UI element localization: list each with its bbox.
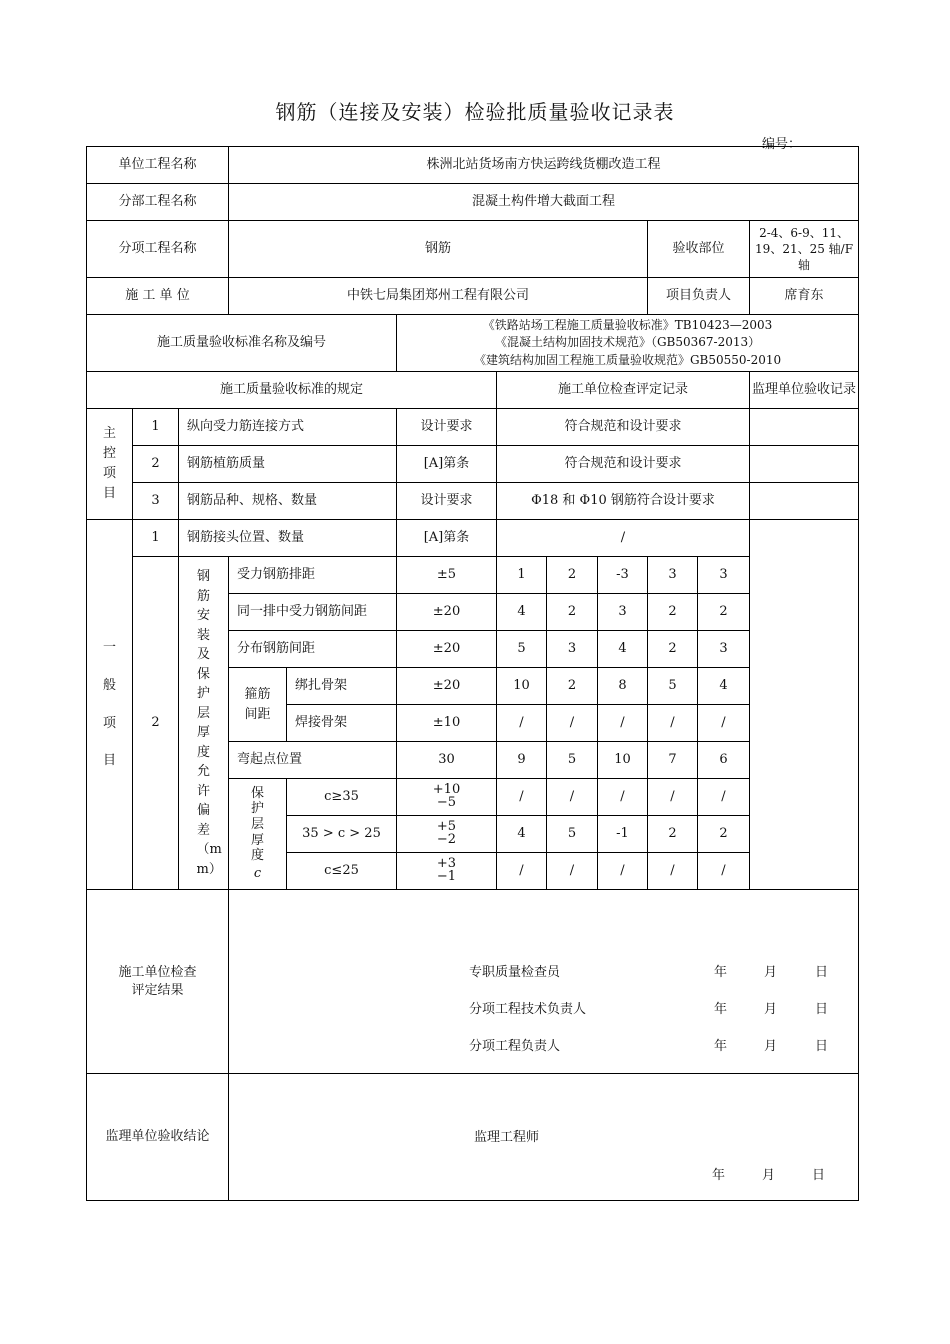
measure-cell: 9 <box>497 742 547 779</box>
measure-cell: / <box>497 853 547 890</box>
col-spec-header: 施工质量验收标准的规定 <box>87 372 497 409</box>
measure-cell: / <box>648 705 698 742</box>
main-item-row <box>87 446 859 483</box>
general-supervisor-cell <box>750 520 859 890</box>
construction-unit-value: 中铁七局集团郑州工程有限公司 <box>229 278 648 315</box>
general-item-row <box>87 520 859 557</box>
acceptance-part-value: 2-4、6-9、11、19、21、25 轴/F 轴 <box>750 221 859 278</box>
measure-cell: / <box>497 779 547 816</box>
month-label: 月 <box>762 1168 776 1183</box>
measure-cell: 2 <box>547 594 598 631</box>
general-item-no: 1 <box>133 520 179 557</box>
measure-cell: 2 <box>698 594 750 631</box>
measure-cell: 3 <box>698 557 750 594</box>
supervisor-engineer-label: 监理工程师 <box>474 1130 540 1145</box>
stirrup-label: 箍筋间距 <box>229 668 287 742</box>
unit-project-label: 单位工程名称 <box>87 147 229 184</box>
measure-cell: 3 <box>648 557 698 594</box>
measure-cell: / <box>698 779 750 816</box>
main-item-row <box>87 483 859 520</box>
item-lead-label: 分项工程负责人 <box>469 1039 561 1054</box>
row-item-project <box>87 221 859 278</box>
page-title: 钢筋（连接及安装）检验批质量验收记录表 <box>275 100 675 124</box>
col-supervisor-header: 监理单位验收记录 <box>750 372 859 409</box>
tolerance-value: 30 <box>397 742 497 779</box>
measure-cell: 1 <box>497 557 547 594</box>
project-manager-value: 席育东 <box>750 278 859 315</box>
measure-cell: 5 <box>648 668 698 705</box>
project-manager-label: 项目负责人 <box>648 278 750 315</box>
measure-cell: / <box>497 705 547 742</box>
main-item-result: 符合规范和设计要求 <box>497 446 750 483</box>
tolerance-value: ±5 <box>397 557 497 594</box>
main-item-supervisor <box>750 409 859 446</box>
measure-cell: 4 <box>598 631 648 668</box>
row-standard <box>87 315 859 372</box>
acceptance-table <box>86 146 859 1201</box>
day-label: 日 <box>815 965 829 980</box>
tolerance-item-name: 弯起点位置 <box>229 742 397 779</box>
main-item-name: 钢筋植筋质量 <box>179 446 397 483</box>
measure-cell: 7 <box>648 742 698 779</box>
tolerance-item-name: c≤25 <box>287 853 397 890</box>
main-item-no: 1 <box>133 409 179 446</box>
measure-cell: 4 <box>497 816 547 853</box>
tolerance-value: ±10 <box>397 705 497 742</box>
measure-cell: 10 <box>598 742 648 779</box>
main-item-no: 2 <box>133 446 179 483</box>
measure-cell: 5 <box>497 631 547 668</box>
measure-cell: -1 <box>598 816 648 853</box>
measure-cell: 2 <box>648 631 698 668</box>
day-label: 日 <box>812 1168 826 1183</box>
measure-cell: 4 <box>698 668 750 705</box>
measure-cell: / <box>547 853 598 890</box>
measure-cell: 2 <box>648 594 698 631</box>
item-project-label: 分项工程名称 <box>87 221 229 278</box>
tolerance-value: ±20 <box>397 668 497 705</box>
measure-cell: / <box>547 705 598 742</box>
acceptance-part-label: 验收部位 <box>648 221 750 278</box>
tolerance-value: +3 −1 <box>397 853 497 890</box>
supervisor-result-label: 监理单位验收结论 <box>87 1074 229 1201</box>
row-construction-unit <box>87 278 859 315</box>
day-label: 日 <box>815 1039 829 1054</box>
main-item-row <box>87 409 859 446</box>
row-column-headers <box>87 372 859 409</box>
main-item-req: 设计要求 <box>397 483 497 520</box>
general-item-name: 钢筋接头位置、数量 <box>179 520 397 557</box>
row-sub-project <box>87 184 859 221</box>
measure-cell: / <box>648 779 698 816</box>
measure-cell: / <box>598 853 648 890</box>
measure-cell: 4 <box>497 594 547 631</box>
sub-project-label: 分部工程名称 <box>87 184 229 221</box>
row-unit-project <box>87 147 859 184</box>
measure-cell: / <box>648 853 698 890</box>
year-label: 年 <box>714 965 728 980</box>
measure-cell: -3 <box>598 557 648 594</box>
construction-unit-label: 施 工 单 位 <box>87 278 229 315</box>
construction-result-row <box>87 890 859 1074</box>
col-check-header: 施工单位检查评定记录 <box>497 372 750 409</box>
main-item-req: 设计要求 <box>397 409 497 446</box>
main-item-name: 纵向受力筋连接方式 <box>179 409 397 446</box>
measure-cell: 5 <box>547 742 598 779</box>
sub-project-value: 混凝土构件增大截面工程 <box>229 184 859 221</box>
month-label: 月 <box>764 965 778 980</box>
measure-cell: 2 <box>698 816 750 853</box>
year-label: 年 <box>714 1039 728 1054</box>
construction-result-body <box>229 890 859 1074</box>
measure-cell: 2 <box>648 816 698 853</box>
tolerance-item-name: 同一排中受力钢筋间距 <box>229 594 397 631</box>
main-items-label: 主控项目 <box>87 409 133 520</box>
tolerance-value: +5 −2 <box>397 816 497 853</box>
measure-cell: / <box>598 705 648 742</box>
month-label: 月 <box>764 1002 778 1017</box>
main-item-no: 3 <box>133 483 179 520</box>
year-label: 年 <box>712 1168 726 1183</box>
unit-project-value: 株洲北站货场南方快运跨线货棚改造工程 <box>229 147 859 184</box>
general-items-label: 一般项目 <box>87 520 133 890</box>
code-label: 编号： <box>762 137 802 152</box>
general-item-req: [A]第条 <box>397 520 497 557</box>
standard-list <box>397 315 859 372</box>
tolerance-item-name: 分布钢筋间距 <box>229 631 397 668</box>
measure-cell: 3 <box>598 594 648 631</box>
tech-lead-label: 分项工程技术负责人 <box>469 1002 587 1017</box>
tolerance-row <box>87 557 859 594</box>
construction-result-label: 施工单位检查评定结果 <box>87 890 229 1074</box>
measure-cell: 3 <box>698 631 750 668</box>
standard-line: 《混凝土结构加固技术规范》（GB50367-2013） <box>494 335 761 350</box>
main-item-req: [A]第条 <box>397 446 497 483</box>
tolerance-item-name: c≥35 <box>287 779 397 816</box>
supervisor-result-body <box>229 1074 859 1201</box>
measure-cell: 5 <box>547 816 598 853</box>
tolerance-value: ±20 <box>397 594 497 631</box>
tolerance-item-name: 焊接骨架 <box>287 705 397 742</box>
measure-cell: 10 <box>497 668 547 705</box>
quality-inspector-label: 专职质量检查员 <box>469 965 561 980</box>
tolerance-value: ±20 <box>397 631 497 668</box>
month-label: 月 <box>764 1039 778 1054</box>
measure-cell: 2 <box>547 668 598 705</box>
general-item-no: 2 <box>133 557 179 890</box>
general-item-result: / <box>497 520 750 557</box>
measure-cell: 3 <box>547 631 598 668</box>
measure-cell: 2 <box>547 557 598 594</box>
measure-cell: 6 <box>698 742 750 779</box>
tolerance-group-label: 钢筋安装及保护层厚度允许偏差（mm） <box>179 557 229 890</box>
main-item-supervisor <box>750 483 859 520</box>
measure-cell: / <box>547 779 598 816</box>
main-item-result: 符合规范和设计要求 <box>497 409 750 446</box>
supervisor-result-row <box>87 1074 859 1201</box>
measure-cell: / <box>698 705 750 742</box>
tolerance-item-name: 35 > c > 25 <box>287 816 397 853</box>
main-item-supervisor <box>750 446 859 483</box>
standard-line: 《铁路站场工程施工质量验收标准》TB10423—2003 <box>482 317 773 332</box>
year-label: 年 <box>714 1002 728 1017</box>
tolerance-item-name: 绑扎骨架 <box>287 668 397 705</box>
standard-line: 《建筑结构加固工程施工质量验收规范》GB50550-2010 <box>473 352 782 367</box>
cover-thickness-label: 保护层厚度 c <box>229 779 287 890</box>
day-label: 日 <box>815 1002 829 1017</box>
standard-label: 施工质量验收标准名称及编号 <box>87 315 397 372</box>
main-item-result: Φ18 和 Φ10 钢筋符合设计要求 <box>497 483 750 520</box>
tolerance-value: +10 −5 <box>397 779 497 816</box>
main-item-name: 钢筋品种、规格、数量 <box>179 483 397 520</box>
item-project-value: 钢筋 <box>229 221 648 278</box>
tolerance-item-name: 受力钢筋排距 <box>229 557 397 594</box>
measure-cell: / <box>698 853 750 890</box>
measure-cell: 8 <box>598 668 648 705</box>
measure-cell: / <box>598 779 648 816</box>
